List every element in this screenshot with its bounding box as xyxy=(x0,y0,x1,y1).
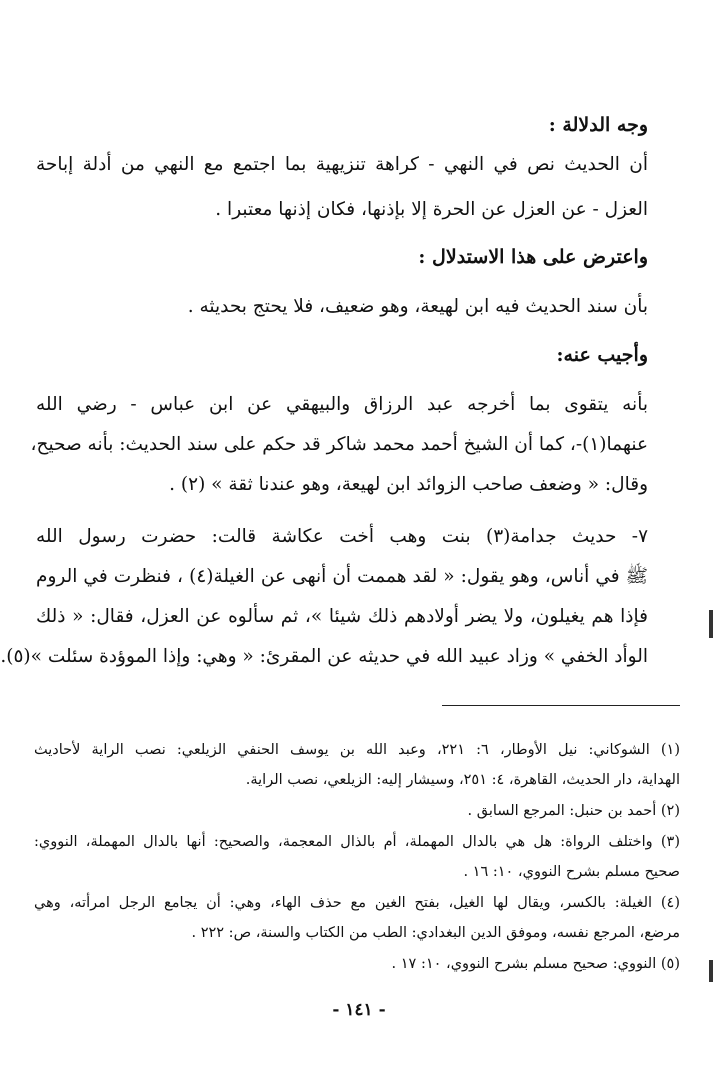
page-number: - ١٤١ - xyxy=(332,1000,386,1020)
paragraph-line: عنهما(١)-، كما أن الشيخ أحمد محمد شاكر قد حكم على سند الحديث: بأنه صحيح، xyxy=(30,434,648,455)
footnote-line: الهداية، دار الحديث، القاهرة، ٤: ٢٥١، وسيشار إليه: الزيلعي، نصب الراية. xyxy=(245,772,680,788)
heading-evidence: وجه الدلالة : xyxy=(548,114,648,136)
paragraph-line: ٧- حديث جدامة(٣) بنت وهب أخت عكاشة قالت: حضرت رسول الله xyxy=(36,526,648,547)
scan-edge-mark xyxy=(709,960,713,982)
paragraph-line: ﷺ في أناس، وهو يقول: « لقد هممت أن أنهى عن الغيلة(٤) ، فنظرت في الروم xyxy=(36,566,648,587)
heading-answer: وأجيب عنه: xyxy=(556,344,648,366)
footnote-line: (٥) النووي: صحيح مسلم بشرح النووي، ١٠: ١٧ . xyxy=(391,956,680,972)
footnote-line: (٢) أحمد بن حنبل: المرجع السابق . xyxy=(467,803,680,819)
footnote-line: (١) الشوكاني: نيل الأوطار، ٦: ٢٢١، وعبد الله بن يوسف الحنفي الزيلعي: نصب الراية لأحاديث xyxy=(34,742,680,758)
paragraph-line: أن الحديث نص في النهي - كراهة تنزيهية بما اجتمع مع النهي من أدلة إباحة xyxy=(36,154,648,175)
footnote-separator xyxy=(442,705,680,706)
paragraph-line: بأنه يتقوى بما أخرجه عبد الرزاق والبيهقي عن ابن عباس - رضي الله xyxy=(36,394,648,415)
paragraph-line: الوأد الخفي » وزاد عبيد الله في حديثه عن المقرئ: « وهي: وإذا الموؤدة سئلت »(٥). xyxy=(0,646,648,667)
footnote-line: (٤) الغيلة: بالكسر، ويقال لها الغيل، بفتح الغين مع حذف الهاء، وهي: أن يجامع الرجل امرأته، وهي xyxy=(34,895,680,911)
footnote-line: مرضع، المرجع نفسه، وموفق الدين البغدادي: الطب من الكتاب والسنة، ص: ٢٢٢ . xyxy=(191,925,680,941)
heading-objection: واعترض على هذا الاستدلال : xyxy=(418,246,648,268)
paragraph-line: فإذا هم يغيلون، ولا يضر أولادهم ذلك شيئا »، ثم سألوه عن العزل، فقال: « ذلك xyxy=(36,606,648,627)
paragraph-line: بأن سند الحديث فيه ابن لهيعة، وهو ضعيف، فلا يحتج بحديثه . xyxy=(187,296,648,317)
footnote-line: (٣) واختلف الرواة: هل هي بالدال المهملة، أم بالذال المعجمة، والصحيح: أنها بالدال المهملة، النووي: xyxy=(34,834,680,850)
footnote-line: صحيح مسلم بشرح النووي، ١٠: ١٦ . xyxy=(463,864,680,880)
paragraph-line: وقال: « وضعف صاحب الزوائد ابن لهيعة، وهو عندنا ثقة » (٢) . xyxy=(169,474,648,495)
paragraph-line: العزل - عن العزل عن الحرة إلا بإذنها، فكان إذنها معتبرا . xyxy=(215,199,648,220)
scan-edge-mark xyxy=(709,610,713,638)
